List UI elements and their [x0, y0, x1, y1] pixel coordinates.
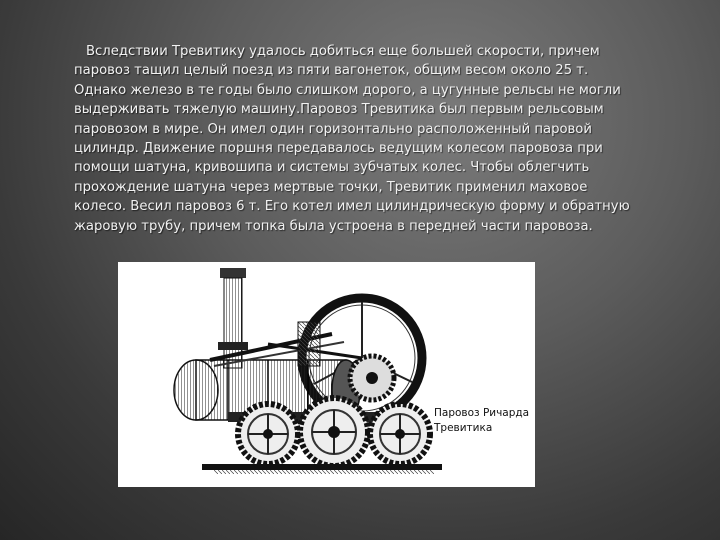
wheel-rear	[370, 404, 430, 464]
spur-gear	[350, 356, 394, 400]
body-text: Вследствии Тревитику удалось добиться еще большей скорости, причем паровоз тащил целый поезд из пяти вагонеток, общим весом около 25 т. Однако железо в те годы было слишком дорого, а цугунные рельсы не могли выдерживать тяжелую машину.Паровоз Тревитика был первым рельсовым паровозом в мире. Он имел один горизонтально расположенный паровой цилиндр. Движение поршня передавалось ведущим колесом паровоза при помощи шатуна, кривошипа и системы зубчатых колес. Чтобы облегчить прохождение шатуна через мертвые точки, Тревитик применил маховое колесо. Весил паровоз 6 т. Его котел имел цилиндрическую форму и обратную жаровую трубу, причем топка была устроена в передней части паровоза.	[74, 44, 630, 234]
rails	[202, 464, 442, 474]
wheel-front	[238, 404, 298, 464]
locomotive-illustration	[118, 262, 535, 487]
figure-caption: Паровоз Ричарда Тревитика	[434, 407, 530, 434]
figure-panel	[118, 262, 535, 487]
wheel-middle	[300, 398, 368, 466]
